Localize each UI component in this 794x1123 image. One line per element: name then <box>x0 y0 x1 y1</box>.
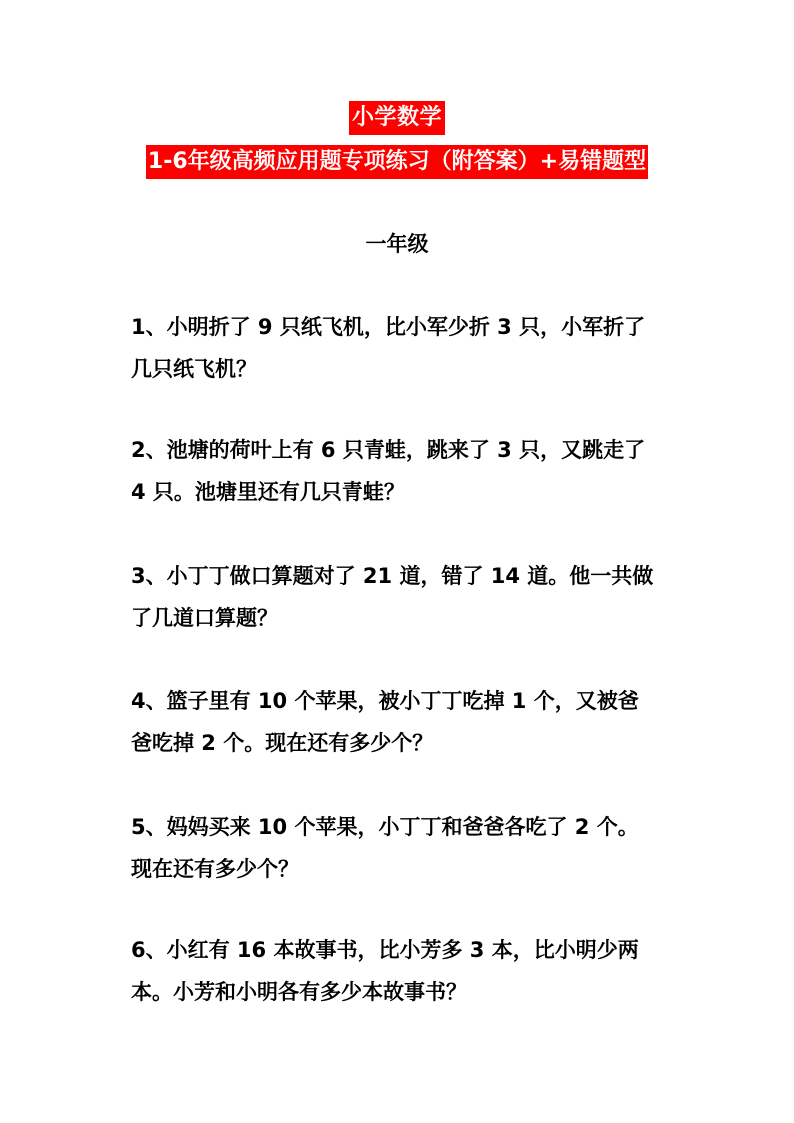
question-2 <box>131 429 671 513</box>
question-1-line-1: 1、小明折了 9 只纸飞机，比小军少折 3 只，小军折了 <box>131 315 646 339</box>
question-3-line-1: 3、小丁丁做口算题对了 21 道，错了 14 道。他一共做 <box>131 564 654 588</box>
question-5-line-1: 5、妈妈买来 10 个苹果，小丁丁和爸爸各吃了 2 个。 <box>131 815 639 839</box>
question-2-line-1: 2、池塘的荷叶上有 6 只青蛙，跳来了 3 只，又跳走了 <box>131 438 646 462</box>
grade-heading: 一年级 <box>365 232 429 256</box>
question-3 <box>131 555 671 639</box>
title-line-2 <box>0 145 794 179</box>
question-2-line-2: 4 只。池塘里还有几只青蛙？ <box>131 480 405 504</box>
title-subject: 小学数学 <box>349 101 445 135</box>
question-6-line-1: 6、小红有 16 本故事书，比小芳多 3 本，比小明少两 <box>131 938 639 962</box>
question-4-line-1: 4、篮子里有 10 个苹果，被小丁丁吃掉 1 个，又被爸 <box>131 689 639 713</box>
question-4-line-2: 爸吃掉 2 个。现在还有多少个？ <box>131 731 434 755</box>
question-6-line-2: 本。小芳和小明各有多少本故事书？ <box>131 980 467 1004</box>
question-1 <box>131 306 671 390</box>
question-4 <box>131 680 671 764</box>
question-3-line-2: 了几道口算题？ <box>131 606 278 630</box>
title-line-1 <box>0 101 794 135</box>
question-5-line-2: 现在还有多少个？ <box>131 857 299 881</box>
title-main: 1-6年级高频应用题专项练习（附答案）+易错题型 <box>146 145 648 179</box>
question-5 <box>131 806 671 890</box>
question-6 <box>131 929 671 1013</box>
question-1-line-2: 几只纸飞机？ <box>131 357 257 381</box>
